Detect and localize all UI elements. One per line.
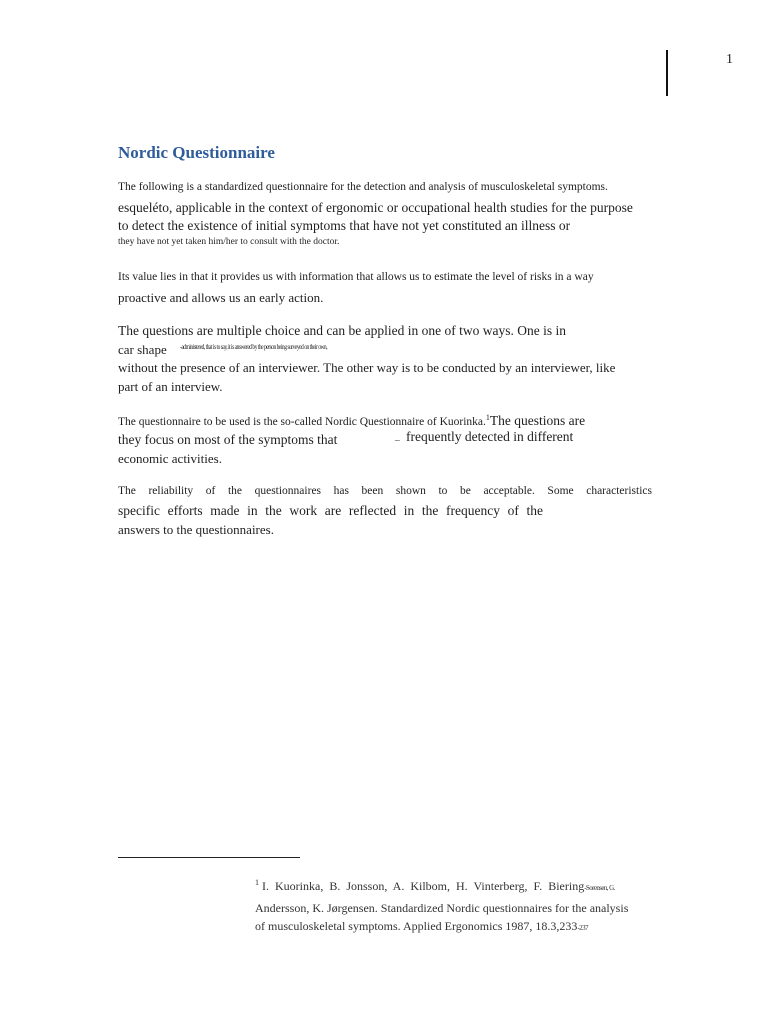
footnote-authors: I. Kuorinka, B. Jonsson, A. Kilbom, H. Vinterberg, F. Biering	[262, 879, 585, 893]
paragraph-2-line-2: proactive and allows us an early action.	[118, 290, 324, 305]
paragraph-4-line-1	[118, 412, 585, 430]
paragraph-3-line-2a: car shape	[118, 342, 167, 357]
paragraph-3-line-4: part of an interview.	[118, 379, 223, 394]
footnote-line-2: Andersson, K. Jørgensen. Standardized Nordic questionnaires for the analysis	[255, 901, 629, 915]
paragraph-1-line-2: esqueléto, applicable in the context of ergonomic or occupational health studies for the purpose	[118, 200, 633, 215]
footnote-citation: of musculoskeletal symptoms. Applied Ergonomics 1987, 18.3,233	[255, 919, 578, 933]
document-title: Nordic Questionnaire	[118, 143, 275, 162]
page-number: 1	[726, 52, 733, 67]
paragraph-4-line-2b: _	[395, 433, 400, 443]
paragraph-4-line-2c: frequently detected in different	[406, 429, 574, 444]
paragraph-5-line-3: answers to the questionnaires.	[118, 522, 274, 537]
paragraph-4-line-2a: they focus on most of the symptoms that	[118, 432, 338, 447]
footnote-reference[interactable]: 1	[485, 413, 490, 422]
paragraph-2-line-1: Its value lies in that it provides us with information that allows us to estimate the level of risks in a way	[118, 271, 594, 283]
footnote-line-3	[255, 919, 588, 934]
paragraph-4-line-3: economic activities.	[118, 451, 222, 466]
paragraph-3-line-1: The questions are multiple choice and can be applied in one of two ways. One is in	[118, 323, 566, 338]
paragraph-1-line-1: The following is a standardized questionnaire for the detection and analysis of musculoskeletal symptoms.	[118, 181, 608, 193]
paragraph-1-line-4: they have not yet taken him/her to consult with the doctor.	[118, 237, 340, 247]
paragraph-5-line-1: The reliability of the questionnaires has been shown to be acceptable. Some characteristics	[118, 485, 652, 497]
footnote-marker: 1	[255, 878, 259, 887]
paragraph-3-line-3: without the presence of an interviewer. The other way is to be conducted by an interviewer, like	[118, 360, 616, 375]
paragraph-4-line-1-text: The questionnaire to be used is the so-called Nordic Questionnaire of Kuorinka.	[118, 416, 486, 428]
header-vertical-rule	[666, 50, 668, 96]
paragraph-4-line-1-tail: The questions are	[489, 413, 586, 428]
paragraph-1-line-3: to detect the existence of initial symptoms that have not yet constituted an illness or	[118, 218, 571, 233]
footnote-line-1	[255, 879, 615, 894]
paragraph-3-line-2b: -administered, that is to say, it is answered by the person being surveyed on their own,	[180, 343, 328, 351]
footnote-separator	[118, 857, 300, 858]
footnote-authors-tail: -Sorensen, G.	[584, 884, 615, 892]
paragraph-5-line-2: specific efforts made in the work are reflected in the frequency of the	[118, 503, 543, 518]
footnote-citation-tail: -237	[577, 924, 588, 932]
